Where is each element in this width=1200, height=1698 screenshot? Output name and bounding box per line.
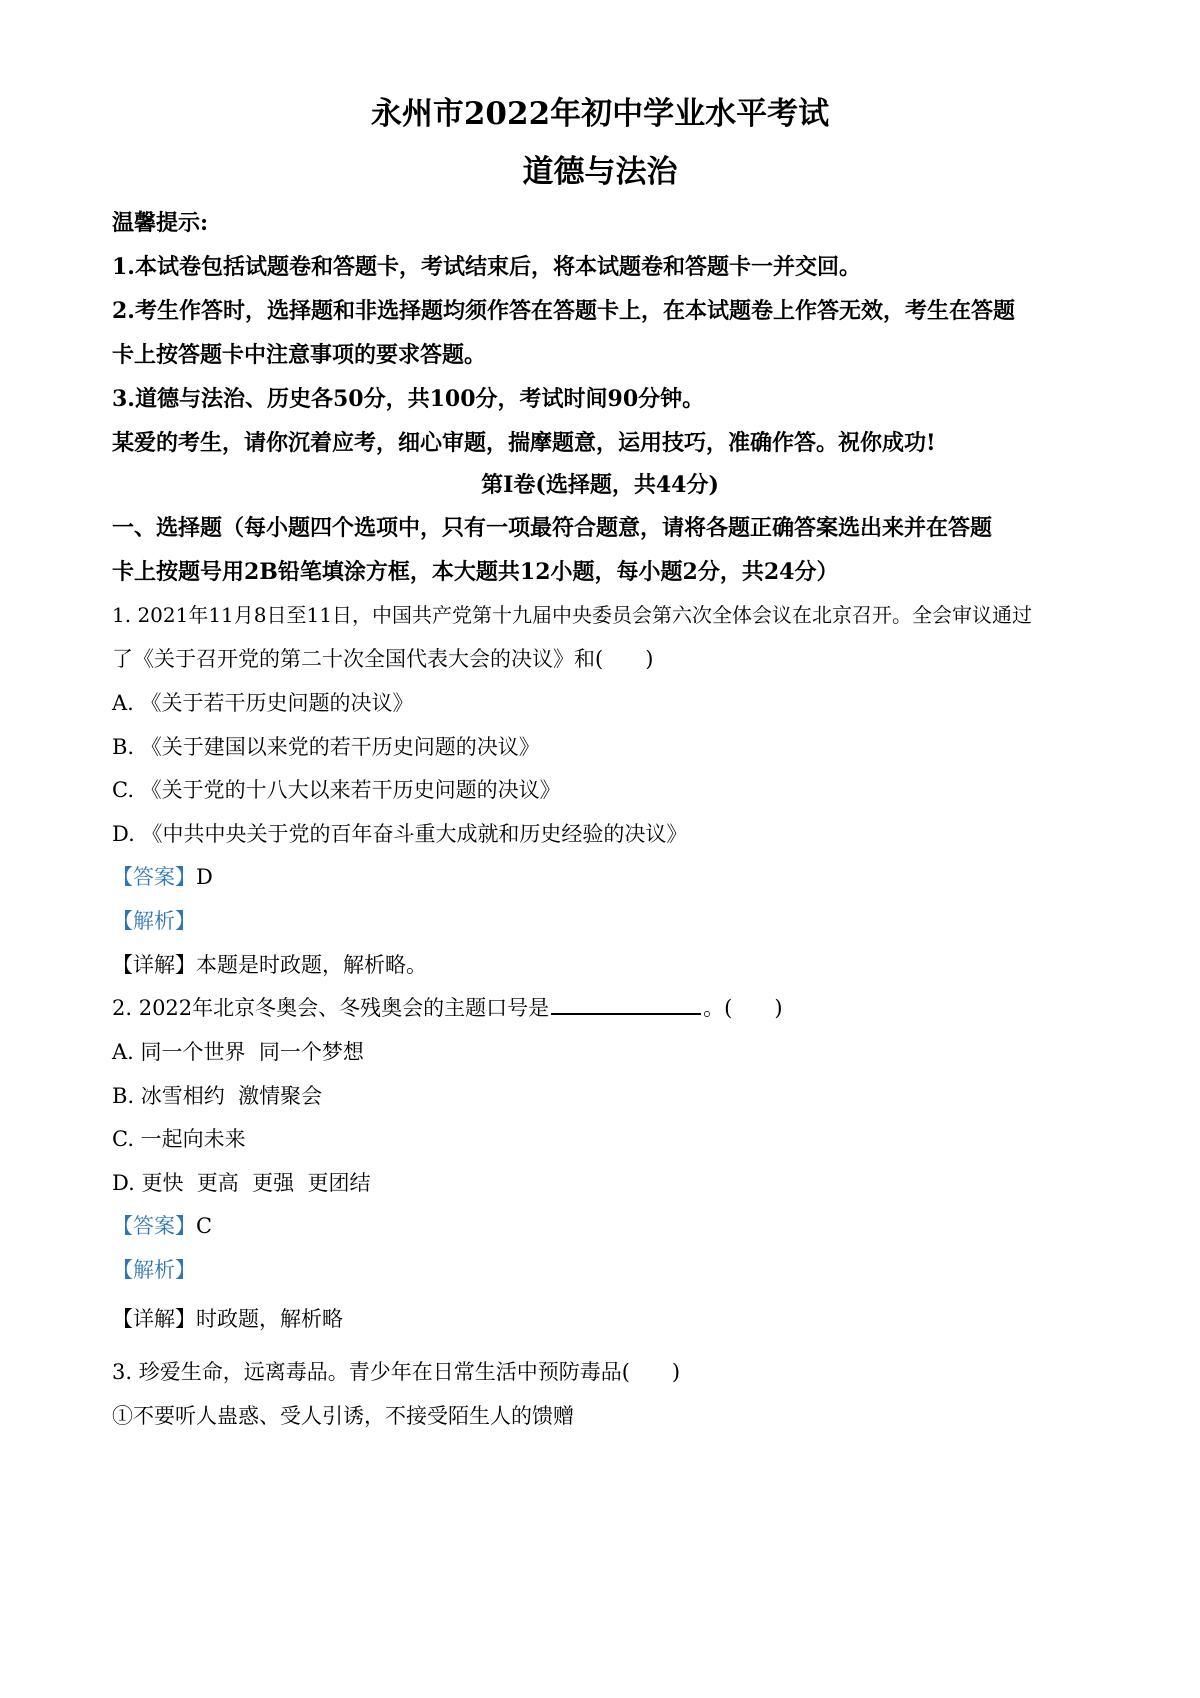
q2-stem-after: 。( ) — [703, 996, 783, 1020]
q1-option-c: C. 《关于党的十八大以来若干历史问题的决议》 — [112, 778, 561, 802]
part-instructions-line-2: 卡上按题号用2B铅笔填涂方框，本大题共12小题，每小题2分，共24分） — [112, 559, 839, 585]
q1-option-a: A. 《关于若干历史问题的决议》 — [112, 691, 414, 715]
q2-answer-label: 【答案】 — [112, 1214, 196, 1238]
q1-answer — [112, 862, 213, 892]
q2-stem-before: 2. 2022年北京冬奥会、冬残奥会的主题口号是 — [112, 996, 550, 1020]
q2-answer — [112, 1211, 212, 1241]
notice-item-3: 3.道德与法治、历史各50分，共100分，考试时间90分钟。 — [112, 386, 705, 412]
q2-analysis-label: 【解析】 — [112, 1258, 196, 1282]
q2-option-b: B. 冰雪相约 激情聚会 — [112, 1084, 323, 1108]
part-instructions-line-1: 一、选择题（每小题四个选项中，只有一项最符合题意，请将各题正确答案选出来并在答题 — [112, 515, 993, 541]
notice-item-2-line-1: 2.考生作答时，选择题和非选择题均须作答在答题卡上，在本试题卷上作答无效，考生在答题 — [112, 298, 1015, 324]
volume-title: 第Ⅰ卷(选择题，共44分) — [481, 472, 719, 498]
q3-item-1: ①不要听人蛊惑、受人引诱，不接受陌生人的馈赠 — [112, 1404, 574, 1428]
q1-stem-line-2: 了《关于召开党的第二十次全国代表大会的决议》和( ) — [112, 647, 654, 671]
exam-title: 永州市2022年初中学业水平考试 — [370, 96, 830, 132]
q1-option-b: B. 《关于建国以来党的若干历史问题的决议》 — [112, 735, 540, 759]
notice-item-2-line-2: 卡上按答题卡中注意事项的要求答题。 — [112, 342, 487, 368]
q1-stem-line-1: 1. 2021年11月8日至11日，中国共产党第十九届中央委员会第六次全体会议在北京召开。全会审议通过 — [112, 603, 1032, 627]
notice-wish: 某爱的考生，请你沉着应考，细心审题，揣摩题意，运用技巧，准确作答。祝你成功! — [112, 430, 936, 456]
q2-option-a: A. 同一个世界 同一个梦想 — [112, 1040, 364, 1064]
q1-option-d: D. 《中共中央关于党的百年奋斗重大成就和历史经验的决议》 — [112, 822, 688, 846]
q3-stem: 3. 珍爱生命，远离毒品。青少年在日常生活中预防毒品( ) — [112, 1360, 681, 1384]
notice-heading: 温馨提示: — [112, 210, 209, 236]
subject-title: 道德与法治 — [522, 154, 678, 190]
notice-item-1: 1.本试卷包括试题卷和答题卡，考试结束后，将本试题卷和答题卡一并交回。 — [112, 254, 861, 280]
q2-answer-blank — [551, 993, 701, 1015]
q1-answer-label: 【答案】 — [112, 865, 196, 889]
q2-option-c: C. 一起向未来 — [112, 1127, 246, 1151]
q1-detail: 【详解】本题是时政题，解析略。 — [112, 953, 427, 977]
q2-detail: 【详解】时政题，解析略 — [112, 1307, 343, 1331]
q2-stem — [112, 993, 783, 1023]
q2-option-d: D. 更快 更高 更强 更团结 — [112, 1171, 371, 1195]
q1-analysis-label: 【解析】 — [112, 909, 196, 933]
q1-answer-value: D — [196, 865, 213, 889]
q2-answer-value: C — [196, 1214, 213, 1238]
